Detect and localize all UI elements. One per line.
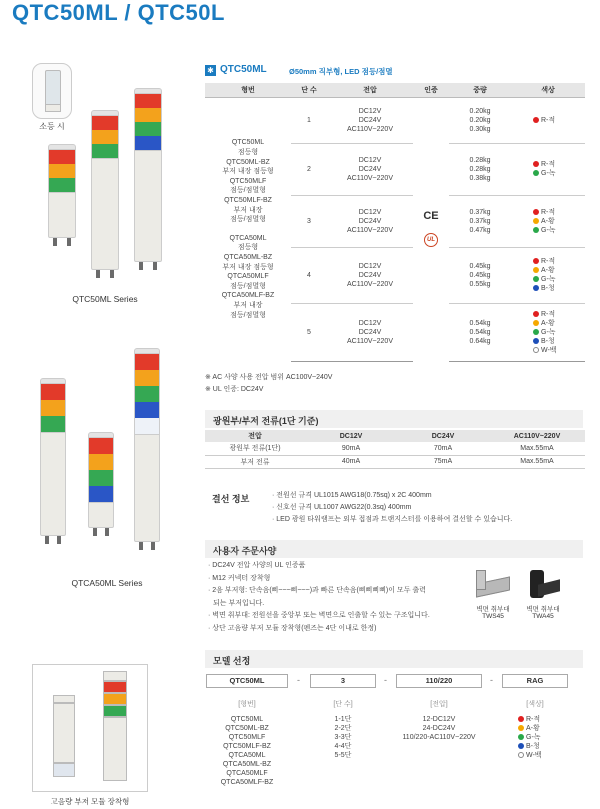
voltage: DC24V [358,217,382,225]
caption-buzzer-module: 고음량 부저 모듈 장착형 [50,797,130,806]
voltage: DC12V [358,262,382,270]
voltage: AC110V~220V [347,125,393,133]
spec-table [205,83,585,362]
table-cell: 75mA [397,455,489,468]
weight-cell [449,303,511,361]
list-item: · LED 광원 타워램프는 외부 접점과 트랜지스터를 이용하여 결선할 수 있습니다. [272,516,513,523]
model-section-title: 모델 선정 [213,656,251,666]
color-item [511,257,585,266]
list-item [502,724,568,733]
ul-mark-text: UL [427,236,435,243]
col-header: 인증 [413,83,449,97]
col-header: 중량 [449,83,511,97]
model-text: 점등/점멸형 [230,311,266,319]
table-cell: 광원부 전류(1단) [205,442,305,455]
model-text: QTC50ML-BZ [226,158,270,166]
tower-lamp-image [40,378,66,544]
spec-note: ※ AC 사양 사용 전압 범위 AC100V~240V [205,374,333,381]
color-label: R-적 [541,116,556,124]
model-text: 점등형 [237,244,259,252]
color-dot-icon [533,170,539,176]
color-item [511,226,585,235]
list-item: 12-DC12V [422,716,456,723]
color-item [511,116,585,125]
color-cell [511,247,585,303]
list-item: 4-4단 [334,743,352,750]
tower-lamp-image [88,432,114,536]
voltage: DC12V [358,156,382,164]
weight: 0.37kg [469,217,491,225]
weight: 0.37kg [469,208,491,216]
lamp-icon: ✱ [205,65,216,76]
model-box: QTC50ML [206,674,288,688]
weight-cell [449,143,511,195]
tiers-cell: 3 [291,195,327,247]
color-column [502,700,568,760]
weight: 0.20kg [469,107,491,115]
voltage: AC110V~220V [347,226,393,234]
list-item: · 2음 부저형: 단속음(삐~~~삐~~~)과 빠른 단속음(삐삐삐삐)이 모두 출력 [208,587,426,594]
col-header: 단 수 [291,83,327,97]
voltage: DC12V [358,107,382,115]
color-item [511,310,585,319]
bracket-label: 벽면 취부대 [476,606,510,613]
color-label: A-황 [526,725,540,732]
cert-cell [413,97,449,361]
color-item [511,217,585,226]
color-label: R-적 [541,258,556,265]
weight: 0.30kg [469,125,491,133]
color-label: A-황 [541,319,555,327]
color-label: G-녹 [541,328,556,336]
model-text: 점등/점멸형 [230,282,266,290]
color-item [511,337,585,346]
weight-cell [449,247,511,303]
weight-cell [449,195,511,247]
dash-separator: - [490,675,493,685]
tiers-cell: 5 [291,303,327,361]
voltage: DC24V [358,271,382,279]
list-item: 24-DC24V [422,725,456,732]
color-label: B-청 [526,743,540,750]
caption-qtc50ml-series: QTC50ML Series [72,294,138,304]
color-cell [511,195,585,247]
color-label: W-백 [541,346,557,354]
page-title: QTC50ML / QTC50L [12,0,225,25]
col-header: 전압 [205,430,305,442]
voltage-cell [327,143,413,195]
color-label: G-녹 [526,734,541,741]
voltage: DC24V [358,116,382,124]
model-text: 부저 내장 [233,206,263,214]
list-item: · 신호선 규격 UL1007 AWG22(0.3sq) 400mm [272,504,412,511]
weight: 0.47kg [469,226,491,234]
voltage: AC110V~220V [347,337,393,345]
color-dot-icon [533,338,539,344]
color-dot-icon [518,752,524,758]
col-header: DC12V [305,430,397,442]
column-header: [색상] [526,701,544,708]
color-label: A-황 [541,217,555,225]
bracket-tws45-image [472,568,516,602]
list-item: 1-1단 [334,716,352,723]
color-item [511,328,585,337]
color-item [511,284,585,293]
custom-section-title: 사용자 주문사양 [213,546,277,556]
list-item: · M12 커넥터 장착형 [208,574,271,582]
weight: 0.45kg [469,262,491,270]
table-cell: 부저 전류 [205,455,305,468]
color-dot-icon [533,161,539,167]
weight: 0.45kg [469,271,491,279]
list-item: QTCA50ML [228,752,266,759]
list-item: 되는 부저입니다. [213,599,265,607]
tiers-cell: 4 [291,247,327,303]
col-header: 형번 [205,83,291,97]
model-box: RAG [502,674,568,688]
voltage: DC24V [358,328,382,336]
list-item [502,742,568,751]
color-cell [511,303,585,361]
list-item [502,751,568,760]
model-box: 3 [310,674,376,688]
table-cell: 70mA [397,442,489,455]
list-item [502,715,568,724]
color-label: G-녹 [541,170,556,177]
model-text: 부저 내장 점등형 [222,168,274,176]
voltage-cell [327,97,413,143]
model-box: 110/220 [396,674,482,688]
color-item [511,275,585,284]
voltage: AC110V~220V [347,174,393,182]
spec-header [205,64,585,78]
weight: 0.28kg [469,165,491,173]
voltage-cell [327,303,413,361]
list-item: · DC24V 전압 사양의 UL 인증품 [208,562,306,569]
color-dot-icon [533,311,539,317]
table-row [205,455,585,468]
color-label: R-적 [541,208,556,216]
list-item: · 전원선 규격 UL1015 AWG18(0.75sq) x 2C 400mm [272,492,432,499]
color-dot-icon [533,209,539,215]
color-label: A-황 [541,267,555,274]
col-header: DC24V [397,430,489,442]
model-code-column [206,700,288,787]
color-dot-icon [533,227,539,233]
model-list-cell [205,97,291,361]
tower-lamp-image [48,144,76,246]
col-header: 색상 [511,83,585,97]
custom-list [208,560,430,635]
list-item: 110/220-AC110V~220V [402,734,476,741]
list-item [502,733,568,742]
bracket-code: TWS45 [482,613,504,620]
table-row [205,442,585,455]
color-label: W-백 [526,752,542,759]
table-cell: 90mA [305,442,397,455]
color-label: B-청 [541,285,555,292]
color-dot-icon [518,734,524,740]
voltage: AC110V~220V [347,280,393,288]
color-item [511,160,585,169]
color-label: R-적 [526,716,541,723]
weight: 0.20kg [469,116,491,124]
list-item: 3-3단 [334,734,352,741]
spec-description: Ø50mm 직부형, LED 점등/점멸 [289,67,393,76]
color-dot-icon [518,725,524,731]
model-text: 점등/점멸형 [230,187,266,195]
model-text: QTCA50MLF [227,273,269,281]
voltage-column [392,700,486,742]
color-dot-icon [533,258,539,264]
weight: 0.64kg [469,337,491,345]
tiers-column [310,700,376,760]
custom-section-header [205,540,583,558]
voltage: DC24V [358,165,382,173]
color-dot-icon [533,285,539,291]
model-text: QTCA50ML-BZ [223,253,273,261]
model-text: QTC50MLF-BZ [224,196,272,204]
list-item: QTCA50MLF-BZ [220,779,274,786]
list-item: · 벽면 취부대: 전원선을 중앙부 또는 벽면으로 인출할 수 있는 구조입니다. [208,612,430,619]
bracket-code: TWA45 [532,613,554,620]
weight-cell [449,97,511,143]
spec-note: ※ UL 인증: DC24V [205,386,264,393]
weight: 0.28kg [469,156,491,164]
list-item: QTC50ML [230,716,264,723]
color-label: B-청 [541,337,555,345]
color-label: G-녹 [541,226,556,234]
voltage-cell [327,195,413,247]
list-item: QTC50MLF-BZ [223,743,271,750]
color-cell [511,97,585,143]
color-label: G-녹 [541,276,556,283]
color-dot-icon [533,276,539,282]
tiers-cell: 2 [291,143,327,195]
weight: 0.54kg [469,319,491,327]
column-header: [단 수] [333,701,353,708]
muted-product-image [32,63,72,119]
column-header: [전압] [430,701,448,708]
model-text: QTCA50MLF-BZ [221,292,275,300]
list-item: QTCA50MLF [226,770,268,777]
color-item [511,319,585,328]
table-cell: 40mA [305,455,397,468]
dash-separator: - [297,675,300,685]
col-header: 전압 [327,83,413,97]
list-item: 5-5단 [334,752,352,759]
color-dot-icon [533,329,539,335]
caption-qtca50ml-series: QTCA50ML Series [71,578,143,588]
model-text: QTC50MLF [229,177,267,185]
current-section-title: 광원부/부저 전류(1단 기준) [213,416,319,426]
color-dot-icon [533,267,539,273]
color-item [511,346,585,355]
color-cell [511,143,585,195]
model-text: 부저 내장 점등형 [222,263,274,271]
current-table [205,430,585,469]
tiers-cell: 1 [291,97,327,143]
voltage: DC12V [358,208,382,216]
color-dot-icon [518,716,524,722]
model-text: QTCA50ML [229,234,267,242]
weight: 0.54kg [469,328,491,336]
tower-lamp-image [134,348,160,550]
current-section-header [205,410,583,428]
color-dot-icon [533,117,539,123]
model-text: 부저 내장 [233,301,263,309]
list-item: 2-2단 [334,725,352,732]
bracket-label: 벽면 취부대 [526,606,560,613]
color-dot-icon [533,320,539,326]
color-item [511,169,585,178]
voltage-cell [327,247,413,303]
weight: 0.55kg [469,280,491,288]
caption-mute: 소등 시 [39,122,65,131]
model-section-header [205,650,583,668]
tower-lamp-image [134,88,162,270]
weight: 0.38kg [469,174,491,182]
ul-mark-icon [424,233,438,247]
wiring-section-title: 결선 정보 [212,494,250,504]
buzzer-module-image [32,664,148,792]
color-dot-icon [518,743,524,749]
color-dot-icon [533,347,539,353]
ce-mark-icon: CE [423,209,439,222]
model-text: 점등/점멸형 [230,216,266,224]
table-cell: Max.55mA [489,442,585,455]
dash-separator: - [384,675,387,685]
spec-model-label: QTC50ML [220,64,267,75]
list-item: QTC50MLF [228,734,266,741]
col-header: AC110V~220V [489,430,585,442]
list-item: · 상단 고음량 부저 모듈 장착형(펜즈는 4단 이내로 한정) [208,624,377,632]
color-label: R-적 [541,161,556,168]
bracket-twa45-image [524,566,564,602]
voltage: DC12V [358,319,382,327]
table-cell: Max.55mA [489,455,585,468]
model-text: 점등형 [237,149,259,156]
tower-lamp-image [91,110,119,278]
column-header: [형번] [238,701,256,708]
color-label: R-적 [541,310,556,318]
color-item [511,266,585,275]
list-item: QTCA50ML-BZ [222,761,272,768]
list-item: QTC50ML-BZ [225,725,269,732]
color-dot-icon [533,218,539,224]
color-item [511,208,585,217]
model-text: QTC50ML [231,139,265,147]
wiring-list [272,490,512,526]
